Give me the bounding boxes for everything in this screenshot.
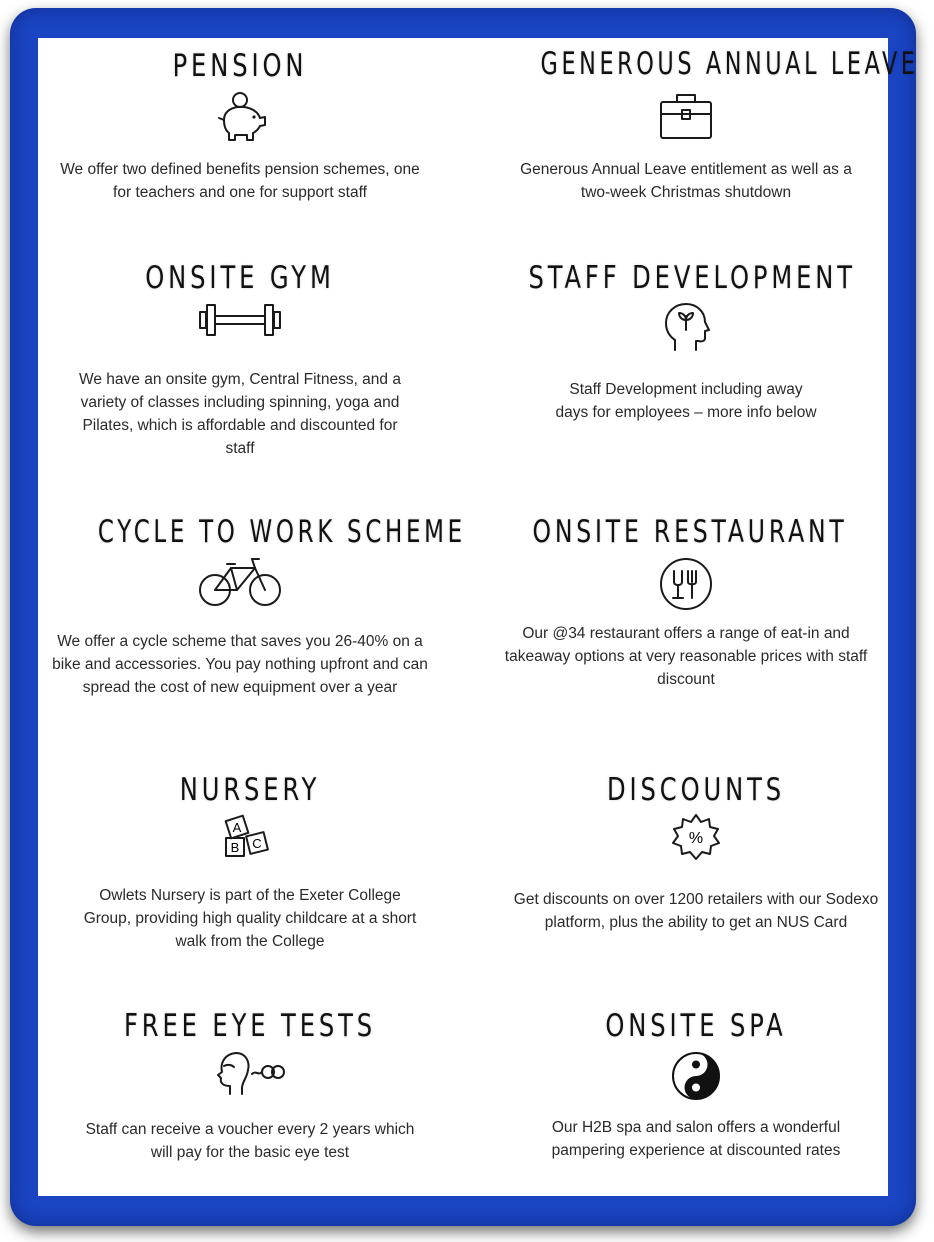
benefits-panel (38, 38, 919, 1196)
benefit-text: Get discounts on over 1200 retailers with our Sodexo platform, plus the ability to get an NUS Card (513, 891, 879, 931)
benefit-text: Generous Annual Leave entitlement as well as a two-week Christmas shutdown (520, 161, 852, 201)
block-a-letter: A (232, 820, 242, 835)
yin-yang-icon (670, 1050, 722, 1102)
block-c-letter: C (252, 836, 262, 851)
eye-test-icon (212, 1048, 288, 1098)
benefit-onsite-spa (504, 1008, 888, 1162)
bicycle-icon (197, 554, 283, 608)
benefit-text: Staff can receive a voucher every 2 years which will pay for the basic eye test (85, 1121, 415, 1161)
benefit-cycle-to-work (48, 514, 466, 699)
benefit-title: ONSITE RESTAURANT (532, 514, 848, 550)
briefcase-icon (656, 86, 716, 144)
benefit-text: We offer a cycle scheme that saves you 26-40% on a bike and accessories. You pay nothing upfront and can spread the cost of new equipment over a year (52, 633, 428, 696)
benefit-text: Our @34 restaurant offers a range of eat-in and takeaway options at very reasonable prices with staff discount (504, 625, 868, 688)
benefit-title: STAFF DEVELOPMENT (528, 260, 856, 296)
head-growth-icon (661, 300, 711, 354)
benefit-text: Staff Development including away days for employees – more info below (555, 381, 817, 421)
benefit-title: GENEROUS ANNUAL LEAVE (540, 46, 919, 82)
block-b-letter: B (230, 840, 240, 855)
benefit-text: Owlets Nursery is part of the Exeter College Group, providing high quality childcare at a short walk from the College (83, 887, 417, 950)
benefit-title: PENSION (172, 48, 308, 84)
benefit-title: DISCOUNTS (606, 772, 786, 808)
piggy-bank-icon (210, 90, 270, 146)
benefit-annual-leave (484, 46, 919, 204)
benefit-text: We offer two defined benefits pension schemes, one for teachers and one for support staff (60, 161, 420, 201)
abc-blocks-icon (222, 812, 278, 860)
percent-glyph: % (688, 830, 704, 847)
benefit-text: We have an onsite gym, Central Fitness, and a variety of classes including spinning, yoga and Pilates, which is affordable and discounted for staff (79, 371, 401, 457)
benefit-title: FREE EYE TESTS (123, 1008, 377, 1044)
benefit-text: Our H2B spa and salon offers a wonderful pampering experience at discounted rates (551, 1119, 841, 1159)
benefit-staff-development (484, 260, 888, 424)
benefit-nursery (58, 772, 442, 953)
benefit-title: NURSERY (179, 772, 321, 808)
benefit-onsite-restaurant (484, 514, 888, 691)
benefit-free-eye-tests (58, 1008, 442, 1164)
benefit-title: ONSITE SPA (605, 1008, 787, 1044)
benefit-title: CYCLE TO WORK SCHEME (97, 514, 466, 550)
benefit-onsite-gym (48, 260, 432, 460)
dumbbell-icon (198, 300, 282, 340)
benefit-title: ONSITE GYM (145, 260, 335, 296)
benefit-pension (48, 48, 432, 204)
restaurant-icon (658, 556, 714, 612)
discount-badge-icon (670, 812, 722, 862)
benefit-discounts (504, 772, 888, 934)
